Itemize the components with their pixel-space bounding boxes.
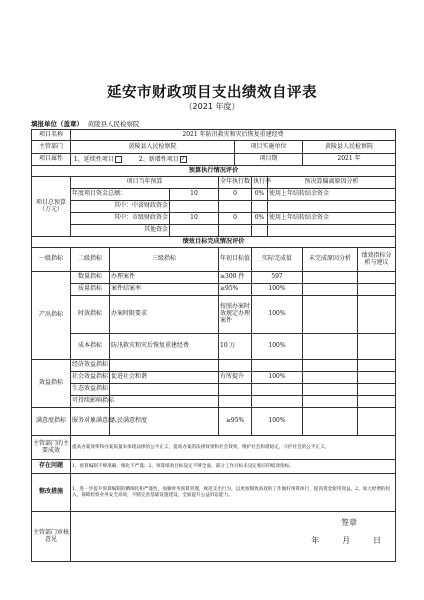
- benefit-l2: 可持续影响指标: [71, 396, 110, 408]
- project-name: 2021 年防汛救灾和灾后恢复重建经费: [71, 130, 396, 141]
- benefit-l3: [110, 360, 219, 372]
- satisfaction-actual: 100%: [252, 408, 303, 436]
- benefit-l3: [110, 396, 219, 408]
- benefit-advice: [358, 396, 396, 408]
- benefit-l2: 经济效益指标: [71, 360, 110, 372]
- date-month: 月: [342, 536, 351, 545]
- benefit-actual: [252, 360, 303, 372]
- budget-row-exec: 0: [219, 189, 252, 201]
- satisfaction-l2: 服务对象满意度: [71, 408, 110, 436]
- satisfaction-advice: [358, 408, 396, 436]
- perf-header-reason: 未完成原因分析: [303, 248, 358, 272]
- output-label: 产出指标: [32, 272, 71, 360]
- budget-row-label: 年度项目资金总额：: [71, 189, 170, 201]
- checkbox-empty: [115, 156, 122, 163]
- rectify-label: 整改措施: [32, 474, 71, 512]
- budget-row-budget: [170, 225, 219, 237]
- budget-row-exec: 0: [219, 213, 252, 225]
- attr-option-2: 2、新增性项目: [138, 155, 179, 163]
- perf-header-l2: 二级指标: [71, 248, 110, 272]
- output-l2: 成本指标: [71, 334, 110, 360]
- unit-label: 填报单位（盖章）: [31, 120, 83, 128]
- budget-row-budget: [170, 201, 219, 213]
- satisfaction-target: ≥95%: [219, 408, 252, 436]
- budget-row-label: 其他资金: [71, 225, 170, 237]
- benefit-reason: [303, 360, 358, 372]
- budget-total-label: 项目总预算 （万元）: [32, 177, 71, 237]
- period-label: 项目期: [235, 154, 303, 166]
- output-reason: [303, 284, 358, 296]
- output-actual: 100%: [252, 334, 303, 360]
- budget-section-title: 预算执行情况评价: [32, 166, 396, 177]
- benefit-actual: 100%: [252, 372, 303, 384]
- perf-header-l3: 三级指标: [110, 248, 219, 272]
- output-advice: [358, 272, 396, 284]
- output-l3: 防汛救灾和灾后恢复重建经费: [110, 334, 219, 360]
- benefit-target: [219, 384, 252, 396]
- budget-row-rate: 0%: [252, 189, 268, 201]
- output-target: ≥95%: [219, 284, 252, 296]
- budget-row-analysis: [268, 225, 396, 237]
- output-l2: 质量指标: [71, 284, 110, 296]
- attr-label: 项目属性: [32, 154, 71, 166]
- attr-option-1: 1、延续性项目: [73, 155, 114, 163]
- output-l3: 案件结案率: [110, 284, 219, 296]
- date-year: 年: [311, 536, 320, 545]
- budget-row-budget: 10: [170, 189, 219, 201]
- budget-row-exec: [219, 225, 252, 237]
- budget-row-rate: [252, 201, 268, 213]
- output-actual: 100%: [252, 284, 303, 296]
- benefit-target: [219, 360, 252, 372]
- project-name-label: 项目名称: [32, 130, 71, 141]
- benefit-reason: [303, 396, 358, 408]
- output-reason: [303, 334, 358, 360]
- benefit-actual: [252, 384, 303, 396]
- attr-options: [71, 154, 235, 166]
- output-l3: 办理案件: [110, 272, 219, 284]
- output-l2: 数量指标: [71, 272, 110, 284]
- budget-row-exec: [219, 201, 252, 213]
- benefit-l2: 生态效益指标: [71, 384, 110, 396]
- period-value: 2021 年: [303, 154, 396, 166]
- output-target: 按照办案时效规定办理案件: [219, 296, 252, 334]
- perf-header-actual: 实际完成值: [252, 248, 303, 272]
- review-label: 主管部门审核意见: [32, 512, 71, 562]
- perf-section-title: 绩效目标完成情况评价: [32, 237, 396, 248]
- budget-row-analysis: [268, 201, 396, 213]
- form-title: 延安市财政项目支出绩效自评表: [107, 85, 317, 101]
- budget-row-analysis: 使用上年结转结余资金: [268, 189, 396, 201]
- benefit-l3: [110, 384, 219, 396]
- rectify-text: 1、进一步提升预算编制的精细化和严谨性，加强财务预算管理，规范支出行为，以更加细致高效的工作做好预算执行，提高资金使用效益。2、加大经费的投入，保障检察业务安全高效，不断完善基础设施建设，全面提升公益诉讼能力。: [71, 474, 396, 512]
- dept-value: 黄陵县人民检察院: [71, 141, 235, 154]
- output-actual: 597: [252, 272, 303, 284]
- output-reason: [303, 296, 358, 334]
- benefit-label: 效益指标: [32, 360, 71, 408]
- budget-row-label: 其中：市级财政资金: [71, 213, 170, 225]
- main-perf-label: 主管部门的主要成效: [32, 436, 71, 460]
- sign-date: [311, 536, 381, 545]
- benefit-advice: [358, 372, 396, 384]
- budget-header-exec: 全年执行数: [219, 177, 252, 189]
- benefit-advice: [358, 384, 396, 396]
- impl-value: 黄陵县人民检察院: [303, 141, 396, 154]
- sign-label: 签章: [341, 518, 358, 527]
- benefit-l3: 促进社会和谐: [110, 372, 219, 384]
- satisfaction-label: 满意度指标: [32, 408, 71, 436]
- benefit-reason: [303, 372, 358, 384]
- benefit-l2: 社会效益指标: [71, 372, 110, 384]
- benefit-target: 有所提升: [219, 372, 252, 384]
- output-advice: [358, 284, 396, 296]
- output-actual: 100%: [252, 296, 303, 334]
- perf-header-l1: 一级指标: [32, 248, 71, 272]
- benefit-advice: [358, 360, 396, 372]
- budget-header-budget: 项目当年预算: [71, 177, 219, 189]
- benefit-actual: [252, 396, 303, 408]
- unit-value: 黄陵县人民检察院: [87, 120, 140, 128]
- output-l3: 办案时限要求: [110, 296, 219, 334]
- output-target: ≥300 件: [219, 272, 252, 284]
- budget-header-analysis: 预决算偏离原因分析: [268, 177, 396, 189]
- impl-label: 项目实施单位: [235, 141, 303, 154]
- output-target: 10 万: [219, 334, 252, 360]
- evaluation-table: [31, 129, 396, 562]
- satisfaction-reason: [303, 408, 358, 436]
- budget-row-analysis: 使用上年结转结余资金: [268, 213, 396, 225]
- budget-row-rate: [252, 225, 268, 237]
- benefit-reason: [303, 384, 358, 396]
- output-reason: [303, 272, 358, 284]
- satisfaction-l3: 人民满意程度: [110, 408, 219, 436]
- budget-row-budget: 10: [170, 213, 219, 225]
- budget-header-rate: 执行率: [252, 177, 268, 189]
- output-advice: [358, 334, 396, 360]
- perf-header-target: 年初目标值: [219, 248, 252, 272]
- checkbox-checked: ✓: [181, 155, 186, 162]
- main-perf-text: 提高办案效率和办案质量来体现法律的公平正义，提高办案的法律效果和社会效果，维护社会和谐稳定，守护社会的公平正义。: [71, 436, 396, 460]
- review-area: [71, 512, 396, 562]
- unit-line: [31, 119, 140, 128]
- issues-text: 1、预算编制不够准确，细化不严谨；2、预算绩效目标设定不够全面，部分工作目标未设定相应的绩效指标。: [71, 460, 396, 474]
- date-day: 日: [373, 536, 382, 545]
- issues-label: 存在问题: [32, 460, 71, 474]
- benefit-target: [219, 396, 252, 408]
- budget-row-rate: 0%: [252, 213, 268, 225]
- budget-row-label: 其中：中省财政资金: [71, 201, 170, 213]
- perf-header-advice: 绩效指标分析与建议: [358, 248, 396, 272]
- output-advice: [358, 296, 396, 334]
- form-subtitle: （2021 年度）: [184, 102, 240, 111]
- dept-label: 主管部门: [32, 141, 71, 154]
- output-l2: 时效指标: [71, 296, 110, 334]
